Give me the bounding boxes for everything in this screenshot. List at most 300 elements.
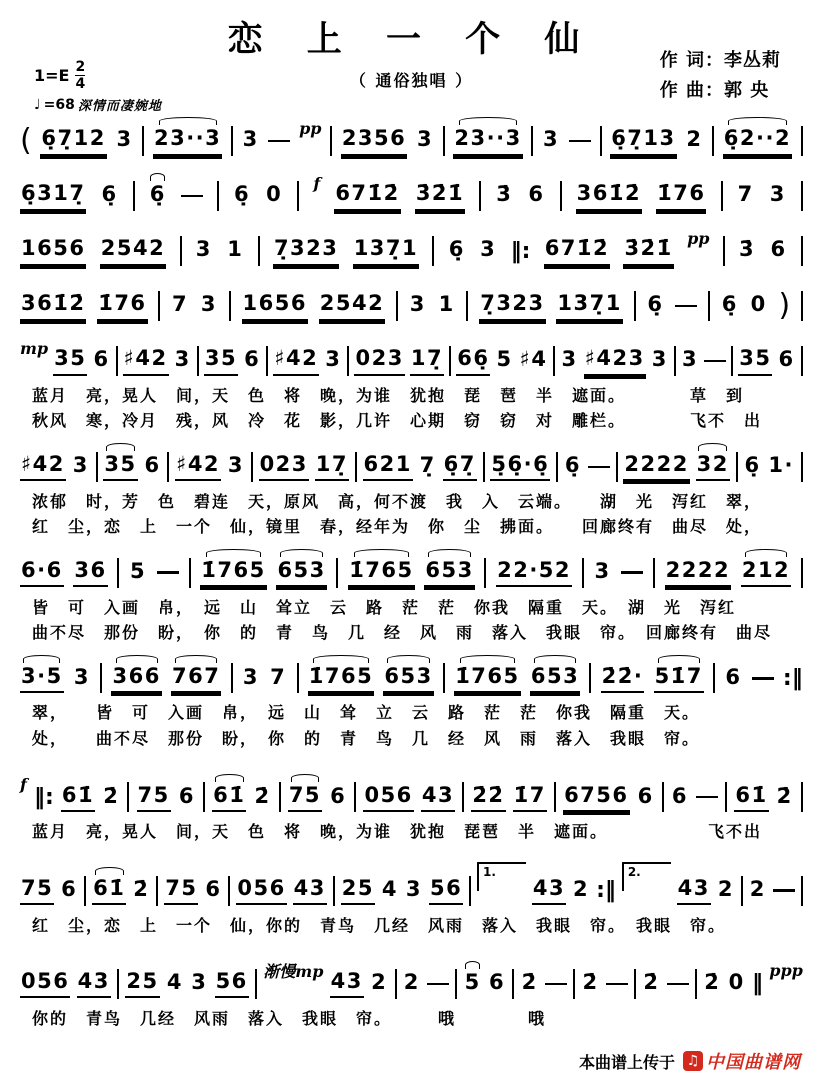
dynamic-marking: mp (20, 338, 49, 358)
note-group: 1̇76 (656, 181, 706, 210)
lyrics-line: 蓝月 亮，晃人 间，天 色 将 晚，为谁 犹抱 琵 琶 半 遮面。 草 到 (32, 386, 745, 405)
note-group: ♯42 (20, 452, 66, 481)
barline (251, 452, 253, 482)
notation-line (16, 175, 807, 217)
barline (255, 969, 257, 999)
note-group: 6 (489, 970, 506, 995)
notation-system (16, 446, 807, 539)
note-group: 3 (769, 182, 786, 207)
key-signature-block (34, 60, 162, 114)
notation-system (16, 865, 807, 937)
note-group: 25 (125, 969, 159, 998)
barline (96, 452, 98, 482)
barline (449, 346, 451, 376)
note-group: 2542 (319, 291, 385, 320)
barline (634, 969, 636, 999)
barline (180, 236, 182, 266)
barline (801, 346, 803, 376)
note-group: 56 (215, 969, 249, 998)
note-group: 6 (244, 347, 261, 372)
notation-system (16, 963, 807, 1030)
barline (531, 126, 533, 156)
note-group: 35 (103, 452, 137, 481)
barline (662, 782, 664, 812)
note-group: 3 (325, 347, 342, 372)
note-dash (545, 983, 567, 986)
note-group: 6̣ (647, 292, 664, 317)
note-group: 023 (259, 452, 309, 481)
note-group: 1· (768, 453, 794, 478)
note-group: 6̣317̣ (20, 181, 86, 210)
note-group: 61̇ (734, 783, 768, 812)
note-group: 2 (749, 876, 766, 901)
barline (616, 452, 618, 482)
note-group: 6 (637, 783, 654, 808)
repeat-sign: :‖ (596, 878, 616, 904)
quarter-note-icon: ♩ (34, 96, 41, 113)
note-group: 66̣ (456, 346, 490, 375)
note-dash (621, 571, 643, 574)
time-signature-denominator: 4 (75, 75, 86, 92)
note-group: 6 (671, 783, 689, 808)
note-group: 7̣ (419, 453, 436, 478)
note-group: 61̇ (92, 876, 126, 905)
key-signature: 1=E (34, 66, 70, 86)
note-group: 2̇ (254, 783, 271, 808)
note-group: 6 (528, 182, 545, 207)
note-group: 0 (750, 292, 767, 317)
barline (231, 126, 233, 156)
note-group: 3 (72, 453, 89, 478)
note-group: 361̇2̇ (576, 181, 642, 210)
note-group: 2̇ (643, 970, 660, 995)
note-group: 6 (93, 347, 110, 372)
note-group: 3 (174, 347, 191, 372)
notation-system (16, 285, 807, 327)
note-group: 6̣ (564, 453, 581, 478)
note-group: 3 (227, 453, 244, 478)
note-group: 6 (178, 783, 195, 808)
note-group: 43 (421, 783, 455, 812)
barline (156, 876, 158, 906)
barline (142, 126, 144, 156)
barline (801, 782, 803, 812)
note-group: 6 (205, 876, 222, 901)
note-group: 43 (77, 969, 111, 998)
repeat-sign: ‖: (33, 784, 54, 810)
note-group: 35 (53, 346, 87, 375)
note-group: 43 (330, 969, 364, 998)
barline (455, 969, 457, 999)
notation-line (16, 657, 807, 699)
barline (228, 876, 230, 906)
note-group: 3̇ (739, 237, 756, 262)
notation-line (16, 230, 807, 272)
barline (674, 346, 676, 376)
note-group: 35 (738, 346, 772, 375)
note-group: 2 (686, 127, 703, 152)
note-group: 75 (20, 876, 54, 905)
barline (600, 126, 602, 156)
phrase-paren: ) (778, 288, 791, 323)
footer-upload-text: 本曲谱上传于 (578, 1052, 675, 1072)
phrase-paren: ( (20, 123, 32, 158)
note-group: 36 (73, 558, 107, 587)
note-group: 3̇2̇1̇ (415, 181, 465, 210)
note-dash (696, 796, 718, 799)
note-dash (606, 983, 628, 986)
note-group: 2̇2̇ (471, 783, 505, 812)
note-group: 4 (166, 970, 183, 995)
note-group: 3̇2̇1̇ (623, 236, 673, 265)
note-group: 43 (532, 876, 566, 905)
score-body (0, 118, 823, 1030)
barline (443, 663, 445, 693)
note-group: 35 (204, 346, 238, 375)
barline (354, 782, 356, 812)
notation-system (16, 657, 807, 750)
barline (712, 126, 714, 156)
barline (731, 346, 733, 376)
note-group: 6 (144, 453, 161, 478)
note-group: 4 (381, 876, 398, 901)
note-group: 43 (293, 876, 327, 905)
barline (582, 558, 584, 588)
notation-line (16, 446, 807, 488)
note-group: 3 (681, 347, 699, 372)
barline (347, 346, 349, 376)
note-group: 17̣ (315, 452, 349, 481)
note-group: 1656 (242, 291, 308, 320)
note-group: 361̇2̇ (20, 291, 86, 320)
barline (432, 236, 434, 266)
note-group: 2222 (623, 452, 689, 481)
note-group: 2̇ (776, 783, 793, 808)
note-dash (588, 466, 610, 469)
barline (217, 181, 219, 211)
barline (556, 452, 558, 482)
barline (396, 291, 398, 321)
barline (725, 782, 727, 812)
barline (736, 452, 738, 482)
notation-line (16, 552, 807, 594)
note-group: 2 (717, 876, 734, 901)
note-group: 1̇7 (513, 783, 547, 812)
note-group: 3 (242, 127, 259, 152)
barline (801, 126, 803, 156)
barline (483, 452, 485, 482)
note-group: 6̣ (149, 182, 167, 209)
lyrics-line: 处， 曲不尽 那份 盼， 你 的 青 鸟 几 经 风 雨 落入 我眼 帘。 (32, 728, 701, 748)
lyrics-line: 皆 可 入画 帛， 远 山 耸立 云 路 茫 茫 你我 隔重 天。 湖 光 泻红 (32, 597, 737, 617)
notation-system (16, 776, 807, 843)
note-group: 0 (266, 182, 283, 207)
note-group: 17̣ (410, 346, 444, 375)
note-group: 56 (429, 876, 463, 905)
note-group: 137̣1 (556, 291, 622, 320)
note-group: 653 (530, 664, 580, 693)
note-group: 61̇ (212, 783, 246, 812)
barline (801, 236, 803, 266)
note-group: 6̣ (744, 453, 761, 478)
barline (297, 181, 299, 211)
note-group: 1 (227, 237, 244, 262)
barline (721, 181, 723, 211)
note-group: 75 (137, 783, 171, 812)
note-dash (667, 983, 689, 986)
dynamic-marking: 渐慢mp (263, 962, 324, 982)
barline (801, 181, 803, 211)
note-group: 023 (354, 346, 404, 375)
barline (512, 969, 514, 999)
barline (801, 558, 803, 588)
time-signature-numerator: 2 (75, 59, 86, 75)
note-group: ♯423 (584, 346, 646, 375)
note-group: 137̣1 (353, 236, 419, 265)
barline (560, 181, 562, 211)
key-row (34, 60, 162, 91)
lyricist-credit: 作 词：李丛莉 (659, 50, 781, 71)
barline (355, 452, 357, 482)
music-note-icon: ♫ (683, 1051, 703, 1071)
note-group: 23··3 (453, 126, 522, 155)
barline (553, 346, 555, 376)
repeat-sign: ‖: (510, 238, 531, 264)
barline (469, 876, 471, 906)
barline (479, 181, 481, 211)
note-dash (752, 677, 774, 680)
dynamic-marking: f (313, 173, 321, 193)
note-group: 2̇ (582, 970, 599, 995)
note-group: 2 (573, 876, 590, 901)
note-group: 3·5 (20, 664, 64, 693)
note-group: 6̣7̣ (443, 452, 477, 481)
tempo-row (34, 95, 162, 114)
composer-credit: 作 曲：郭 央 (659, 79, 770, 101)
time-signature (75, 60, 85, 91)
notation-line (16, 120, 807, 162)
barline (466, 291, 468, 321)
note-group: ♯42 (175, 452, 221, 481)
note-group: 671̇2̇ (334, 181, 400, 210)
score-header (0, 0, 823, 118)
note-dash (704, 360, 726, 363)
volta-bracket: 2. (622, 862, 671, 891)
note-dash (675, 305, 697, 308)
note-group: 6̣ (448, 237, 465, 262)
barline (801, 291, 803, 321)
lyrics-line: 红 尘，恋 上 一个 仙，镜里 春，经年为 你 尘 拂面。 回廊终有 曲尽 处， (32, 517, 763, 537)
barline (266, 346, 268, 376)
note-group: 653 (383, 664, 433, 693)
note-dash (181, 195, 203, 198)
note-group: 3 (561, 347, 578, 372)
note-group: 056 (20, 969, 70, 998)
note-group: 767 (171, 664, 221, 693)
note-group: 23··3 (153, 126, 222, 155)
notation-system (16, 340, 807, 433)
note-group: 3 (651, 347, 668, 372)
note-group: 6 (725, 664, 742, 689)
note-group: 6̣ (233, 182, 251, 207)
lyrics-line: 红 尘，恋 上 一个 仙，你的 青鸟 几经 风雨 落入 我眼 帘。 我眼 帘。 (32, 915, 727, 935)
note-group: 0 (728, 970, 745, 995)
barline (158, 291, 160, 321)
note-group: ♯42 (273, 346, 319, 375)
barline (554, 782, 556, 812)
barline (653, 558, 655, 588)
repeat-sign: :‖ (782, 665, 803, 691)
repeat-sign: ‖ (752, 971, 764, 997)
lyrics-line: 浓郁 时，芳 色 碧连 天，原风 高，何不渡 我 入 云端。 湖 光 泻红 翠， (32, 491, 763, 511)
note-group: 2̇ (521, 970, 538, 995)
barline (117, 969, 119, 999)
notation-line (16, 776, 807, 818)
note-group: 3 (416, 127, 434, 152)
note-group: 1̇76 (97, 291, 147, 320)
barline (279, 782, 281, 812)
site-logo (683, 1048, 801, 1074)
note-group: 51̇7 (654, 664, 704, 693)
barline (117, 558, 119, 588)
note-group: 6̣7̣12 (40, 126, 106, 155)
notation-system (16, 230, 807, 272)
site-name: 中国曲谱网 (706, 1052, 801, 1073)
note-group: 7 (737, 182, 754, 207)
dynamic-marking: f (20, 774, 27, 794)
note-group: 3 (116, 127, 133, 152)
barline (484, 558, 486, 588)
note-group: 61̇ (61, 783, 95, 812)
note-group: 6 (770, 237, 787, 262)
barline (801, 876, 803, 906)
note-group: 2542 (100, 236, 166, 265)
barline (116, 346, 118, 376)
barline (127, 782, 129, 812)
note-group: 3 (195, 237, 212, 262)
note-group: 3 (543, 127, 560, 152)
barline (801, 452, 803, 482)
barline (462, 782, 464, 812)
page-title: 恋 上 一 个 仙 (227, 19, 596, 60)
tempo-value: =68 (43, 96, 75, 113)
note-group: 2̇ (133, 876, 150, 901)
note-group: 3 (594, 558, 611, 583)
note-group: 1̇765 (308, 664, 374, 693)
note-group: 5̣6̣·6̣ (490, 452, 550, 481)
barline (713, 663, 715, 693)
barline (336, 558, 338, 588)
note-group: 6̣ (721, 292, 738, 317)
note-group: 653 (424, 558, 474, 587)
barline (258, 236, 260, 266)
note-group: 3 (409, 292, 426, 317)
expression-text: 深情而凄婉地 (77, 99, 162, 115)
barline (708, 291, 710, 321)
note-group: 3 (242, 664, 259, 689)
barline (167, 452, 169, 482)
credits (660, 46, 781, 105)
notation-line (16, 285, 807, 327)
note-group: 1 (438, 292, 455, 317)
note-group: 3 (480, 237, 497, 262)
notation-line (16, 865, 807, 912)
note-group: 32 (696, 452, 730, 481)
barline (84, 876, 86, 906)
lyrics-line: 蓝月 亮，晃人 间，天 色 将 晚，为谁 犹抱 琵琶 半 遮面。 飞不出 (32, 822, 763, 842)
note-group: 43 (677, 876, 711, 905)
note-dash (427, 983, 449, 986)
barline (197, 346, 199, 376)
notation-line (16, 963, 807, 1005)
note-group: 6 (778, 347, 795, 372)
note-group: 6̣2··2 (723, 126, 792, 155)
note-group: 75 (288, 783, 322, 812)
note-group: 6·6 (20, 558, 64, 587)
barline (330, 126, 332, 156)
note-group: 25 (341, 876, 375, 905)
note-group: 2222 (665, 558, 731, 587)
note-group: 3 (73, 664, 91, 689)
note-dash (773, 889, 795, 892)
dynamic-marking: pp (687, 228, 710, 248)
note-group: 3 (191, 970, 208, 995)
note-group: 3̇ (496, 182, 513, 207)
barline (297, 663, 299, 693)
note-group: 671̇2̇ (544, 236, 610, 265)
note-group: 653 (276, 558, 326, 587)
note-group: 1̇765 (200, 558, 266, 587)
barline (395, 969, 397, 999)
note-group: 2̇2̇· (601, 664, 645, 693)
lyrics-line: 翠， 皆 可 入画 帛， 远 山 耸 立 云 路 茫 茫 你我 隔重 天。 (32, 703, 701, 723)
note-group: 6̣ (101, 182, 118, 207)
note-group: 056 (363, 783, 413, 812)
note-group: 7 (270, 664, 287, 689)
note-group: 621 (363, 452, 413, 481)
note-group: 2̇ (103, 783, 120, 808)
note-group: 5 (130, 558, 147, 583)
note-group: 2356 (341, 126, 407, 155)
barline (443, 126, 445, 156)
barline (573, 969, 575, 999)
footer (579, 1048, 801, 1074)
note-group: ♯4 (519, 347, 548, 372)
lyrics-line: 秋风 寒，冷月 残，风 冷 花 影，几许 心期 窃 窃 对 雕栏。 飞不 出 (32, 411, 763, 431)
note-group: 3 (200, 292, 218, 317)
note-group: 75 (164, 876, 198, 905)
note-group: 7̣323 (273, 236, 339, 265)
note-group: 1̇765 (454, 664, 520, 693)
note-group: 2̇ (704, 970, 721, 995)
barline (133, 181, 135, 211)
note-group: 2 (403, 970, 420, 995)
subtitle: （ 通俗独唱 ） (349, 71, 474, 90)
notation-system (16, 552, 807, 645)
note-group: 6756 (563, 783, 629, 812)
note-dash (157, 571, 179, 574)
notation-line (16, 340, 807, 382)
barline (100, 663, 102, 693)
note-group: 212 (741, 558, 791, 587)
note-group: 22·52 (496, 558, 572, 587)
note-dash (268, 140, 290, 143)
barline (229, 291, 231, 321)
lyrics-line: 曲不尽 那份 盼， 你 的 青 鸟 几 经 风 雨 落入 我眼 帘。 回廊终有 曲尽 (32, 622, 773, 642)
notation-system (16, 175, 807, 217)
barline (741, 876, 743, 906)
barline (203, 782, 205, 812)
